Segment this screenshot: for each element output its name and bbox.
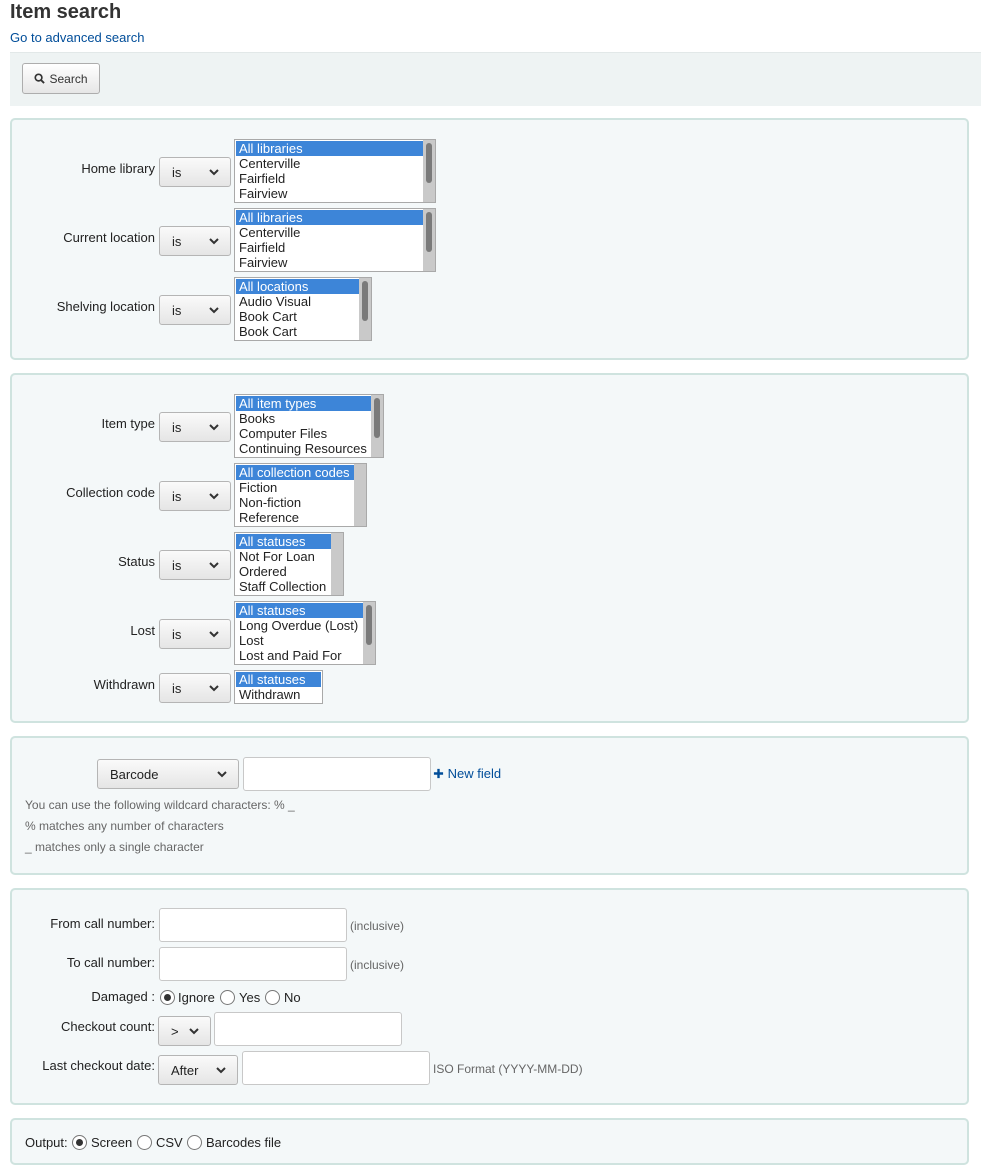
item-type-operator-select[interactable] (159, 412, 231, 442)
scrollbar[interactable] (354, 464, 366, 526)
item-type-label: Item type (101, 416, 155, 431)
listbox-option[interactable]: Computer Files (239, 426, 328, 441)
damaged-yes-radio[interactable] (220, 990, 235, 1005)
chevron-down-icon (208, 304, 220, 316)
lost-operator-select[interactable] (159, 619, 231, 649)
collection-code-listbox[interactable] (234, 463, 367, 527)
listbox-option[interactable]: Continuing Resources (239, 441, 367, 456)
last-checkout-operator-select[interactable] (158, 1055, 238, 1085)
advanced-search-link[interactable]: Go to advanced search (10, 30, 145, 45)
search-button-label: Search (49, 71, 88, 86)
checkout-count-label: Checkout count: (61, 1019, 155, 1034)
listbox-option[interactable]: Long Overdue (Lost) (239, 618, 359, 633)
listbox-option[interactable]: Not For Loan (239, 549, 315, 564)
shelving-location-operator-select[interactable] (159, 295, 231, 325)
listbox-option[interactable]: Fairfield (239, 171, 286, 186)
item-type-listbox[interactable] (234, 394, 384, 458)
operator-value: is (172, 419, 182, 435)
listbox-option[interactable]: Staff Collection (239, 579, 327, 594)
listbox-option[interactable]: Ordered (239, 564, 287, 579)
scrollbar[interactable] (423, 209, 435, 271)
scrollbar-thumb[interactable] (366, 605, 372, 645)
checkout-count-input[interactable] (214, 1012, 402, 1046)
listbox-option[interactable]: All libraries (236, 210, 434, 225)
current-location-operator-select[interactable] (159, 226, 231, 256)
listbox-option[interactable]: All item types (236, 396, 382, 411)
withdrawn-label: Withdrawn (93, 677, 155, 692)
chevron-down-icon (208, 421, 220, 433)
scrollbar-thumb[interactable] (426, 212, 432, 252)
operator-value: is (172, 488, 182, 504)
operator-value: is (172, 680, 182, 696)
damaged-no-radio[interactable] (265, 990, 280, 1005)
listbox-option[interactable]: All statuses (236, 534, 342, 549)
home-library-listbox[interactable] (234, 139, 436, 203)
call-number-fieldset (10, 888, 969, 1105)
listbox-option[interactable]: Centerville (239, 156, 301, 171)
damaged-ignore-label: Ignore (178, 990, 215, 1005)
current-location-label: Current location (63, 230, 155, 245)
status-label: Status (118, 554, 155, 569)
to-call-number-input[interactable] (159, 947, 347, 981)
toolbar (10, 52, 981, 106)
listbox-option[interactable]: Audio Visual (239, 294, 312, 309)
chevron-down-icon (208, 166, 220, 178)
scrollbar[interactable] (331, 533, 343, 595)
chevron-down-icon (208, 235, 220, 247)
listbox-option[interactable]: Fiction (239, 480, 278, 495)
scrollbar-thumb[interactable] (374, 398, 380, 438)
output-screen-radio[interactable] (72, 1135, 87, 1150)
scrollbar[interactable] (423, 140, 435, 202)
operator-value: is (172, 164, 182, 180)
output-barcodes-label: Barcodes file (206, 1135, 282, 1150)
output-csv-radio[interactable] (137, 1135, 152, 1150)
chevron-down-icon (215, 1064, 227, 1076)
new-field-link[interactable] (433, 766, 501, 781)
search-button[interactable] (22, 63, 100, 94)
withdrawn-listbox[interactable] (234, 670, 323, 704)
listbox-option[interactable]: All collection codes (236, 465, 365, 480)
chevron-down-icon (188, 1025, 200, 1037)
from-inclusive-note: (inclusive) (350, 919, 405, 933)
listbox-option[interactable]: Book Cart (239, 324, 297, 339)
operator-value: is (172, 302, 182, 318)
current-location-listbox[interactable] (234, 208, 436, 272)
collection-code-operator-select[interactable] (159, 481, 231, 511)
home-library-operator-select[interactable] (159, 157, 231, 187)
listbox-option[interactable]: All libraries (236, 141, 434, 156)
listbox-option[interactable]: Lost and Paid For (239, 648, 342, 663)
listbox-option[interactable]: Centerville (239, 225, 301, 240)
iso-format-hint: ISO Format (YYYY-MM-DD) (433, 1062, 583, 1076)
listbox-option[interactable]: Books (239, 411, 276, 426)
from-call-number-label: From call number: (50, 916, 155, 931)
status-listbox[interactable] (234, 532, 344, 596)
library-location-fieldset (10, 118, 969, 360)
page-title: Item search (10, 1, 122, 23)
chevron-down-icon (208, 490, 220, 502)
last-checkout-operator-value: After (171, 1062, 199, 1078)
chevron-down-icon (208, 559, 220, 571)
operator-value: is (172, 626, 182, 642)
listbox-option[interactable]: Non-fiction (239, 495, 302, 510)
home-library-label: Home library (81, 161, 155, 176)
damaged-ignore-radio[interactable] (160, 990, 175, 1005)
field-value-input[interactable] (243, 757, 431, 791)
checkout-operator-value: > (171, 1023, 179, 1039)
shelving-location-label: Shelving location (56, 299, 155, 314)
item-attributes-fieldset (10, 373, 969, 723)
output-label: Output: (25, 1135, 68, 1150)
to-call-number-label: To call number: (66, 955, 155, 970)
chevron-down-icon (208, 628, 220, 640)
listbox-option[interactable]: Book Cart (239, 309, 297, 324)
listbox-option[interactable]: Fairview (239, 186, 288, 201)
listbox-option[interactable]: Withdrawn (239, 687, 301, 702)
underscore-help-text: _ matches only a single character (25, 840, 204, 854)
to-inclusive-note: (inclusive) (350, 958, 405, 972)
field-type-select[interactable] (97, 759, 239, 789)
listbox-option[interactable]: All locations (236, 279, 370, 294)
chevron-down-icon (208, 682, 220, 694)
scrollbar-thumb[interactable] (362, 281, 368, 321)
collection-code-label: Collection code (66, 485, 155, 500)
withdrawn-operator-select[interactable] (159, 673, 231, 703)
last-checkout-date-input[interactable] (242, 1051, 430, 1085)
scrollbar-thumb[interactable] (426, 143, 432, 183)
output-fieldset (10, 1118, 969, 1165)
percent-help-text: % matches any number of characters (25, 819, 224, 833)
output-csv-label: CSV (156, 1135, 183, 1150)
listbox-option[interactable]: All statuses (236, 672, 321, 687)
lost-listbox[interactable] (234, 601, 376, 665)
listbox-option[interactable]: All statuses (236, 603, 374, 618)
chevron-down-icon (216, 768, 228, 780)
status-operator-select[interactable] (159, 550, 231, 580)
wildcard-help-text: You can use the following wildcard characters: % _ (25, 798, 295, 812)
operator-value: is (172, 233, 182, 249)
field-search-fieldset (10, 736, 969, 875)
output-screen-label: Screen (91, 1135, 133, 1150)
checkout-count-operator-select[interactable] (158, 1016, 211, 1046)
field-type-value: Barcode (110, 766, 159, 782)
scrollbar[interactable] (371, 395, 383, 457)
scrollbar[interactable] (363, 602, 375, 664)
new-field-label: New field (447, 766, 502, 781)
listbox-option[interactable]: Fairfield (239, 240, 286, 255)
shelving-location-listbox[interactable] (234, 277, 372, 341)
scrollbar[interactable] (359, 278, 371, 340)
listbox-option[interactable]: Fairview (239, 255, 288, 270)
output-barcodes-radio[interactable] (187, 1135, 202, 1150)
plus-icon (433, 768, 444, 779)
search-icon (34, 73, 45, 84)
damaged-yes-label: Yes (239, 990, 261, 1005)
from-call-number-input[interactable] (159, 908, 347, 942)
listbox-option[interactable]: Lost (239, 633, 264, 648)
lost-label: Lost (130, 623, 155, 638)
operator-value: is (172, 557, 182, 573)
damaged-label: Damaged : (91, 989, 155, 1004)
damaged-no-label: No (284, 990, 301, 1005)
last-checkout-date-label: Last checkout date: (42, 1058, 155, 1073)
listbox-option[interactable]: Reference (239, 510, 299, 525)
